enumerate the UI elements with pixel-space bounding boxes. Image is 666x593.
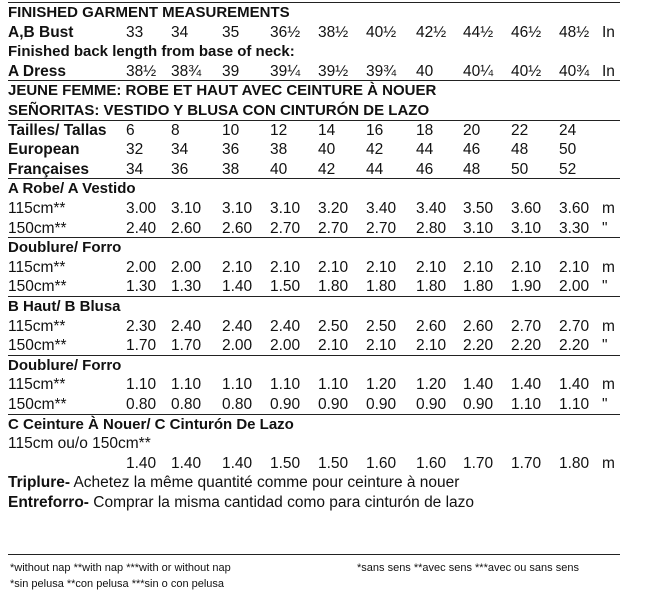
- section-heading: SEÑORITAS: VESTIDO Y BLUSA CON CINTURÓN DE LAZO: [8, 102, 430, 119]
- note-text: Achetez la même quantité comme pour ceinture à nouer: [70, 474, 460, 492]
- table-cell: 2.70: [366, 219, 397, 237]
- table-cell: 38½: [318, 23, 349, 41]
- table-cell: 40½: [511, 62, 542, 80]
- table-cell: 1.80: [559, 454, 590, 472]
- bottom-rule: [8, 554, 620, 555]
- table-cell: 36: [222, 141, 240, 159]
- table-row: [8, 259, 620, 279]
- table-row: [8, 376, 620, 396]
- row-label: European: [8, 141, 80, 159]
- table-cell: 0.90: [463, 396, 494, 413]
- table-cell: 3.10: [463, 219, 494, 237]
- note-text: Comprar la misma cantidad como para cinturón de lazo: [88, 494, 475, 511]
- table-cell: 40: [416, 62, 434, 80]
- table-cell: 1.40: [511, 376, 542, 394]
- table-cell: 1.80: [463, 278, 494, 296]
- table-row: [8, 122, 620, 142]
- table-cell: 2.00: [222, 337, 253, 355]
- table-cell: 6: [126, 121, 135, 139]
- table-cell: 2.50: [318, 317, 349, 335]
- table-cell: 38: [270, 141, 288, 159]
- table-cell: 2.60: [171, 219, 202, 237]
- nap-note-english-spanish-1: *without nap **with nap ***with or without nap: [10, 562, 231, 574]
- table-cell: 50: [559, 141, 577, 159]
- table-cell: 1.10: [511, 396, 542, 413]
- table-cell: 40½: [366, 23, 397, 41]
- table-cell: 3.10: [270, 200, 301, 217]
- unit-label: m: [602, 258, 615, 276]
- table-cell: 38½: [126, 62, 157, 80]
- section-heading: Finished back length from base of neck:: [8, 43, 295, 61]
- table-cell: 2.70: [559, 317, 590, 335]
- table-cell: 40¼: [463, 62, 494, 80]
- table-cell: 40¾: [559, 62, 590, 80]
- table-cell: 10: [222, 121, 240, 139]
- section-heading: C Ceinture À Nouer/ C Cinturón De Lazo: [8, 415, 294, 433]
- table-cell: 34: [171, 23, 189, 41]
- table-cell: 3.10: [171, 200, 202, 217]
- table-cell: 1.40: [559, 376, 590, 394]
- section-heading: JEUNE FEMME: ROBE ET HAUT AVEC CEINTURE À NOUER: [8, 82, 437, 100]
- row-label: 150cm**: [8, 396, 67, 413]
- table-cell: 1.20: [366, 376, 397, 394]
- table-cell: 2.10: [416, 258, 447, 276]
- section-rule: [8, 414, 620, 415]
- table-cell: 1.40: [463, 376, 494, 394]
- unit-label: m: [602, 200, 615, 217]
- table-cell: 3.10: [511, 219, 542, 237]
- table-cell: 1.40: [171, 454, 202, 472]
- table-cell: 1.80: [366, 278, 397, 296]
- table-cell: 1.80: [416, 278, 447, 296]
- table-cell: 40: [270, 160, 288, 178]
- row-label: 150cm**: [8, 219, 67, 237]
- note-row: [8, 494, 474, 514]
- table-cell: 1.90: [511, 278, 542, 296]
- table-row: [8, 200, 620, 220]
- table-cell: 39: [222, 62, 240, 80]
- table-cell: 3.40: [416, 200, 447, 217]
- table-cell: 1.10: [222, 376, 253, 394]
- table-cell: 32: [126, 141, 144, 159]
- table-cell: 0.90: [366, 396, 397, 413]
- table-cell: 1.40: [222, 278, 253, 296]
- table-cell: 1.50: [318, 454, 349, 472]
- table-cell: 2.10: [318, 258, 349, 276]
- table-cell: 40: [318, 141, 336, 159]
- table-cell: 48: [511, 141, 529, 159]
- table-cell: 34: [171, 141, 189, 159]
- table-cell: 48: [463, 160, 481, 178]
- table-cell: 2.10: [366, 337, 397, 355]
- unit-label: m: [602, 376, 615, 394]
- table-cell: 36: [171, 160, 189, 178]
- row-label: Françaises: [8, 160, 89, 178]
- table-cell: 0.90: [318, 396, 349, 413]
- table-cell: 0.90: [416, 396, 447, 413]
- table-cell: 44: [366, 160, 384, 178]
- table-row: [8, 435, 620, 455]
- row-label: Tailles/ Tallas: [8, 121, 107, 139]
- table-cell: 1.30: [126, 278, 157, 296]
- table-cell: 1.60: [366, 454, 397, 472]
- table-cell: 1.70: [511, 454, 542, 472]
- table-row: [8, 141, 620, 161]
- section-rule: [8, 237, 620, 238]
- table-cell: 36½: [270, 23, 301, 41]
- table-cell: 18: [416, 121, 434, 139]
- table-cell: 34: [126, 160, 144, 178]
- table-cell: 24: [559, 121, 577, 139]
- section-rule: [8, 80, 620, 81]
- table-cell: 50: [511, 160, 529, 178]
- table-cell: 20: [463, 121, 481, 139]
- unit-label: ": [602, 396, 608, 413]
- section-heading: A Robe/ A Vestido: [8, 180, 136, 198]
- row-label: A Dress: [8, 62, 67, 80]
- table-cell: 0.80: [171, 396, 202, 413]
- table-cell: 46: [416, 160, 434, 178]
- table-cell: 3.30: [559, 219, 590, 237]
- table-cell: 42: [366, 141, 384, 159]
- table-row: [8, 318, 620, 338]
- table-cell: 3.10: [222, 200, 253, 217]
- table-cell: 2.80: [416, 219, 447, 237]
- table-cell: 46: [463, 141, 481, 159]
- table-cell: 3.60: [511, 200, 542, 217]
- table-cell: 3.40: [366, 200, 397, 217]
- table-cell: 12: [270, 121, 288, 139]
- table-cell: 1.70: [463, 454, 494, 472]
- nap-note-french: *sans sens **avec sens ***avec ou sans sens: [357, 562, 579, 574]
- section-rule: [8, 355, 620, 356]
- section-heading: Doublure/ Forro: [8, 239, 122, 257]
- row-label: 115cm**: [8, 376, 66, 394]
- unit-label: In: [602, 23, 615, 41]
- nap-note-english-spanish-2: *sin pelusa **con pelusa ***sin o con pelusa: [10, 578, 225, 590]
- table-cell: 2.10: [559, 258, 590, 276]
- table-cell: 3.00: [126, 200, 157, 217]
- row-label: 115cm**: [8, 317, 66, 335]
- table-cell: 2.30: [126, 317, 157, 335]
- section-rule: [8, 2, 620, 3]
- table-cell: 2.60: [416, 317, 447, 335]
- table-cell: 2.10: [416, 337, 447, 355]
- table-cell: 2.20: [559, 337, 590, 355]
- row-label: 115cm**: [8, 200, 66, 217]
- section-heading: FINISHED GARMENT MEASUREMENTS: [8, 4, 290, 21]
- table-cell: 2.10: [366, 258, 397, 276]
- table-cell: 2.00: [559, 278, 590, 296]
- table-cell: 2.70: [318, 219, 349, 237]
- table-cell: 1.50: [270, 454, 301, 472]
- note-row: [8, 474, 459, 494]
- table-cell: 3.60: [559, 200, 590, 217]
- table-cell: 1.10: [559, 396, 590, 413]
- table-cell: 2.40: [171, 317, 202, 335]
- table-cell: 0.80: [126, 396, 157, 413]
- table-cell: 1.50: [270, 278, 301, 296]
- table-cell: 2.40: [222, 317, 253, 335]
- table-cell: 16: [366, 121, 384, 139]
- table-row: [8, 455, 620, 475]
- table-cell: 1.20: [416, 376, 447, 394]
- unit-label: In: [602, 62, 615, 80]
- table-cell: 33: [126, 23, 144, 41]
- table-cell: 2.20: [463, 337, 494, 355]
- table-cell: 2.60: [463, 317, 494, 335]
- table-cell: 39¾: [366, 62, 397, 80]
- table-cell: 0.80: [222, 396, 253, 413]
- table-cell: 2.40: [126, 219, 157, 237]
- table-cell: 3.20: [318, 200, 349, 217]
- table-cell: 2.50: [366, 317, 397, 335]
- row-label: 150cm**: [8, 278, 67, 296]
- table-cell: 3.50: [463, 200, 494, 217]
- row-label: 115cm ou/o 150cm**: [8, 435, 151, 453]
- unit-label: m: [602, 454, 615, 472]
- table-cell: 1.10: [171, 376, 202, 394]
- table-cell: 2.40: [270, 317, 301, 335]
- table-cell: 48½: [559, 23, 590, 41]
- table-cell: 2.70: [511, 317, 542, 335]
- row-label: A,B Bust: [8, 23, 74, 41]
- table-cell: 2.10: [318, 337, 349, 355]
- table-cell: 1.40: [126, 454, 157, 472]
- table-row: [8, 24, 620, 44]
- section-rule: [8, 296, 620, 297]
- table-cell: 22: [511, 121, 529, 139]
- table-cell: 38: [222, 160, 240, 178]
- table-cell: 42½: [416, 23, 447, 41]
- table-cell: 35: [222, 23, 240, 41]
- unit-label: ": [602, 219, 608, 237]
- table-cell: 52: [559, 160, 577, 178]
- table-cell: 14: [318, 121, 336, 139]
- table-cell: 44½: [463, 23, 494, 41]
- unit-label: ": [602, 278, 608, 296]
- table-cell: 2.10: [222, 258, 253, 276]
- table-cell: 1.10: [270, 376, 301, 394]
- table-cell: 2.00: [126, 258, 157, 276]
- section-rule: [8, 120, 620, 121]
- row-label: 115cm**: [8, 258, 66, 276]
- section-heading: Doublure/ Forro: [8, 356, 122, 374]
- table-cell: 1.40: [222, 454, 253, 472]
- note-label: Entreforro-: [8, 494, 89, 511]
- table-cell: 8: [171, 121, 180, 139]
- table-cell: 38¾: [171, 62, 202, 80]
- table-cell: 1.80: [318, 278, 349, 296]
- table-cell: 46½: [511, 23, 542, 41]
- table-cell: 44: [416, 141, 434, 159]
- section-heading: B Haut/ B Blusa: [8, 298, 121, 315]
- unit-label: ": [602, 337, 608, 355]
- row-label: 150cm**: [8, 337, 67, 355]
- table-cell: 1.70: [126, 337, 157, 355]
- table-cell: 1.10: [318, 376, 349, 394]
- table-cell: 0.90: [270, 396, 301, 413]
- table-cell: 2.20: [511, 337, 542, 355]
- table-cell: 1.30: [171, 278, 202, 296]
- table-cell: 1.60: [416, 454, 447, 472]
- table-cell: 2.60: [222, 219, 253, 237]
- table-cell: 2.10: [511, 258, 542, 276]
- table-cell: 2.70: [270, 219, 301, 237]
- table-cell: 2.00: [270, 337, 301, 355]
- note-label: Triplure-: [8, 474, 71, 492]
- section-rule: [8, 178, 620, 179]
- table-cell: 1.70: [171, 337, 202, 355]
- table-cell: 42: [318, 160, 336, 178]
- table-cell: 2.10: [270, 258, 301, 276]
- unit-label: m: [602, 317, 615, 335]
- table-cell: 2.00: [171, 258, 202, 276]
- table-cell: 1.10: [126, 376, 157, 394]
- table-cell: 2.10: [463, 258, 494, 276]
- table-cell: 39½: [318, 62, 349, 80]
- table-cell: 39¼: [270, 62, 301, 80]
